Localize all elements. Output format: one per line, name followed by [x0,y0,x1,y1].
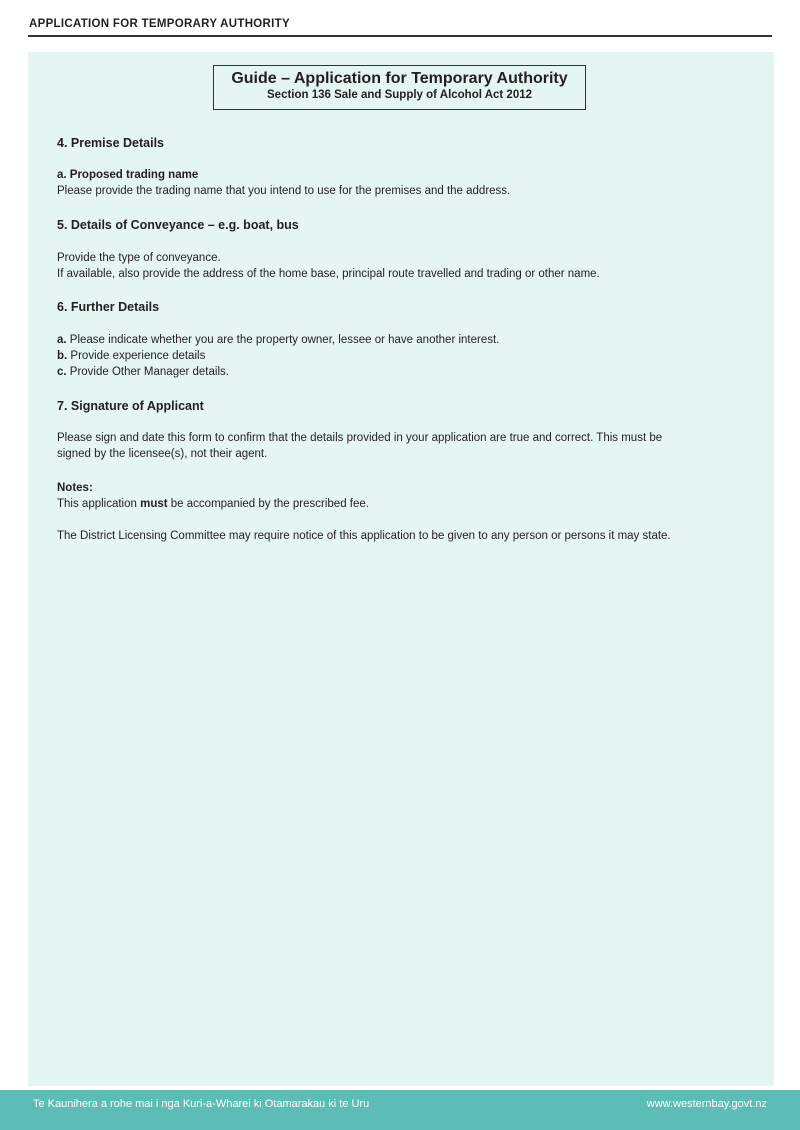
item-marker: a. [57,334,67,346]
item-marker: c. [57,366,67,378]
section-4-heading: 4. Premise Details [57,136,165,150]
guide-subtitle: Section 136 Sale and Supply of Alcohol Act 2012 [267,89,532,101]
header-rule [28,35,772,37]
section-6-item-a [57,334,499,346]
notes-text: This application [57,498,141,510]
section-6-item-b [57,350,205,362]
notes-text: be accompanied by the prescribed fee. [167,498,369,510]
footer [0,1090,800,1130]
guide-title: Guide – Application for Temporary Authority [231,70,568,87]
notes-emphasis: must [140,498,168,510]
notes-line2: The District Licensing Committee may require notice of this application to be given to any person or persons it may state. [57,530,671,542]
item-text: Please indicate whether you are the property owner, lessee or have another interest. [66,334,500,346]
item-text: Provide Other Manager details. [66,366,229,378]
section-5-line2: If available, also provide the address of the home base, principal route travelled and trading or other name. [57,268,600,280]
section-5-line1: Provide the type of conveyance. [57,252,221,264]
section-5-heading: 5. Details of Conveyance – e.g. boat, bus [57,218,299,232]
section-4a-heading: a. Proposed trading name [57,169,199,181]
section-7-line2: signed by the licensee(s), not their agent. [57,448,268,460]
section-6-item-c [57,366,229,378]
section-7-line1: Please sign and date this form to confirm that the details provided in your application are true and correct. This must be [57,432,663,444]
section-6-heading: 6. Further Details [57,300,160,314]
title-box [213,65,586,110]
notes-line1 [57,498,369,510]
document-header: APPLICATION FOR TEMPORARY AUTHORITY [29,18,290,30]
item-text: Provide experience details [67,350,206,362]
section-7-heading: 7. Signature of Applicant [57,399,204,413]
guide-panel [28,52,774,1086]
notes-heading: Notes: [57,482,93,494]
footer-motto: Te Kaunihera a rohe mai i nga Kuri-a-Wharei ki Otamarakau ki te Uru [33,1098,370,1110]
section-4a-text: Please provide the trading name that you intend to use for the premises and the address. [57,185,511,197]
footer-website-link[interactable]: www.westernbay.govt.nz [646,1098,767,1110]
item-marker: b. [57,350,68,362]
